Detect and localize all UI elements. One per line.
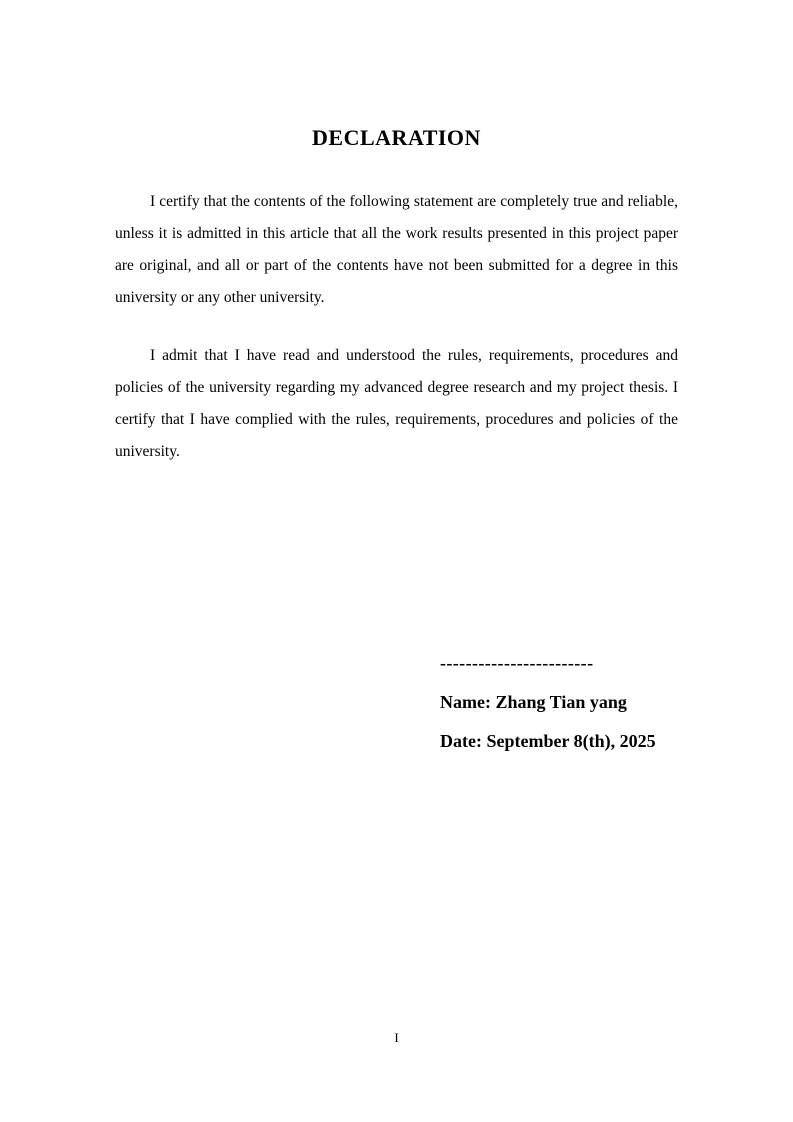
signature-name-line: Name: Zhang Tian yang xyxy=(440,692,627,712)
declaration-paragraph-1: I certify that the contents of the following statement are completely true and reliable, unless it is admitted in this article that all the work results presented in this project paper are original, and all or part of the contents have not been submitted for a degree in this university or any other university. xyxy=(115,193,678,306)
signature-block xyxy=(440,644,656,761)
page-title: DECLARATION xyxy=(312,125,481,150)
page-content xyxy=(0,0,793,468)
page-number: I xyxy=(394,1030,399,1045)
declaration-paragraph-2: I admit that I have read and understood the rules, requirements, procedures and policies of the university regarding my advanced degree research and my project thesis. I certify that I have complied with the rules, requirements, procedures and policies of the university. xyxy=(115,347,678,460)
signature-date-line: Date: September 8(th), 2025 xyxy=(440,731,656,751)
signature-dashed-line: ------------------------ xyxy=(440,653,594,673)
